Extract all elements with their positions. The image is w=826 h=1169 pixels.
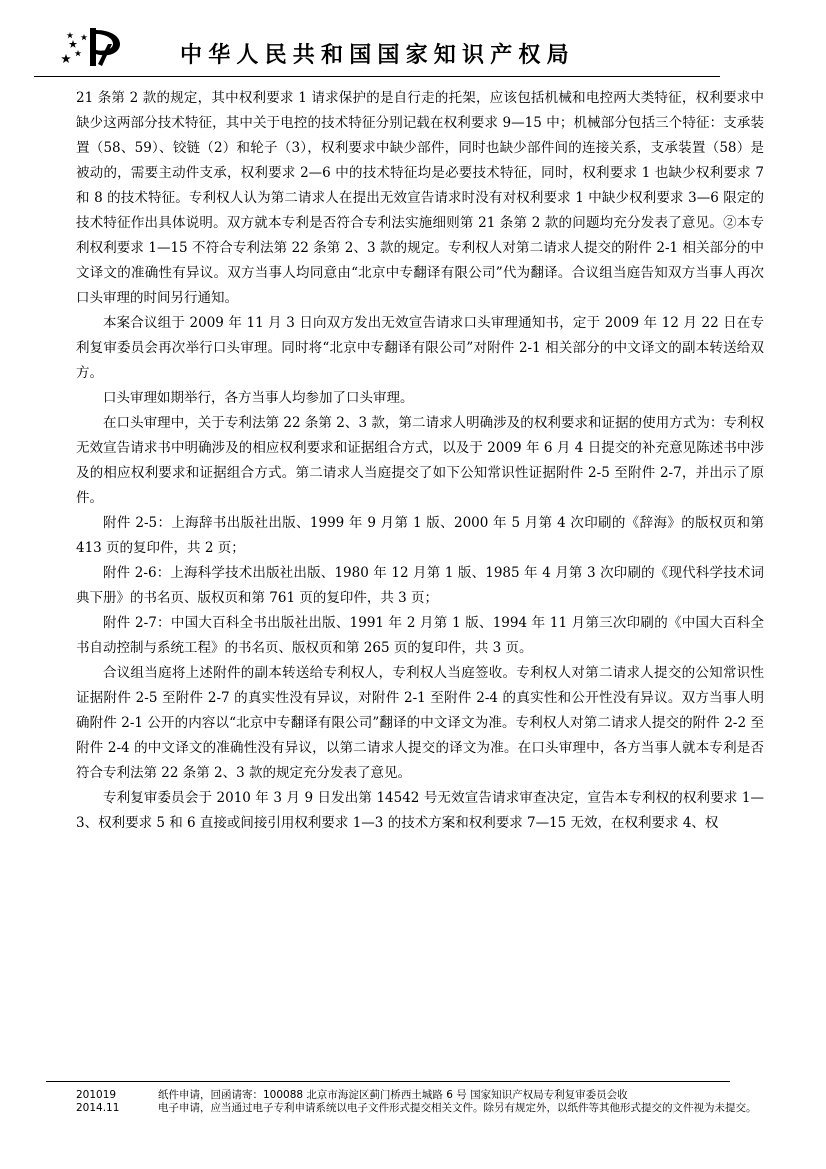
sipo-logo-icon xyxy=(58,24,122,68)
document-body xyxy=(76,86,764,836)
paragraph: 在口头审理中，关于专利法第 22 条第 2、3 款，第二请求人明确涉及的权利要求和证据的使用方式为：专利权无效宣告请求书中明确涉及的相应权利要求和证据组合方式，以及于 2009 年 6 月 4 日提交的补充意见陈述书中涉及的相应权利要求和证据组合方式。第二请求人当庭提交了如下公知常识性证据附件 2-5 至附件 2-7，并出示了原件。 xyxy=(76,415,764,506)
office-name: 中华人民共和国国家知识产权局 xyxy=(180,43,575,68)
page-footer xyxy=(76,1089,770,1115)
form-code: 201019 xyxy=(76,1089,117,1101)
exhibit-2-6: 附件 2-6：上海科学技术出版社出版、1980 年 12 月第 1 版、1985 年 4 月第 3 次印刷的《现代科学技术词典下册》的书名页、版权页和第 761 页的复印件，共 3 页； xyxy=(76,565,764,606)
exhibit-2-7: 附件 2-7：中国大百科全书出版社出版、1991 年 2 月第 1 版、1994 年 11 月第三次印刷的《中国大百科全书自动控制与系统工程》的书名页、版权页和第 265 页的复印件，共 3 页。 xyxy=(76,615,764,656)
paragraph: 本案合议组于 2009 年 11 月 3 日向双方发出无效宣告请求口头审理通知书，定于 2009 年 12 月 22 日在专利复审委员会再次举行口头审理。同时将“北京中专翻译有限公司”对附件 2-1 相关部分的中文译文的副本转送给双方。 xyxy=(76,315,764,381)
form-version: 2014.11 xyxy=(76,1102,120,1114)
header-divider xyxy=(34,76,720,77)
footer-divider xyxy=(46,1081,730,1082)
paragraph: 口头审理如期举行，各方当事人均参加了口头审理。 xyxy=(103,390,414,406)
paragraph-continued: 21 条第 2 款的规定，其中权利要求 1 请求保护的是自行走的托架，应该包括机械和电控两大类特征，权利要求中缺少这两部分技术特征，其中关于电控的技术特征分别记载在权利要求 9—15 中；机械部分包括三个特征：支承装置（58、59）、铰链（2）和轮子（3），权利要求中缺少部件，同时也缺少部件间的连接关系，支承装置（58）是被动的，需要主动件支承，权利要求 2—6 中的技术特征均是必要技术特征，同时，权利要求 1 也缺少权利要求 7 和 8 的技术特征。专利权人认为第二请求人在提出无效宣告请求时没有对权利要求 1 中缺少权利要求 3—6 限定的技术特征作出具体说明。双方就本专利是否符合专利法实施细则第 21 条第 2 款的问题均充分发表了意见。②本专利权利要求 1—15 不符合专利法第 22 条第 2、3 款的规定。专利权人对第二请求人提交的附件 2-1 相关部分的中文译文的准确性有异议。双方当事人均同意由“北京中专翻译有限公司”代为翻译。合议组当庭告知双方当事人再次口头审理的时间另行通知。 xyxy=(76,90,764,306)
paragraph: 合议组当庭将上述附件的副本转送给专利权人，专利权人当庭签收。专利权人对第二请求人提交的公知常识性证据附件 2-5 至附件 2-7 的真实性没有异议，对附件 2-1 至附件 2-4 的真实性和公开性没有异议。双方当事人明确附件 2-1 公开的内容以“北京中专翻译有限公司”翻译的中文译文为准。专利权人对第二请求人提交的附件 2-2 至附件 2-4 的中文译文的准确性没有异议，以第二请求人提交的译文为准。在口头审理中，各方当事人就本专利是否符合专利法第 22 条第 2、3 款的规定充分发表了意见。 xyxy=(76,665,764,781)
electronic-submission-note: 电子申请，应当通过电子专利申请系统以电子文件形式提交相关文件。除另有规定外，以纸件等其他形式提交的文件视为未提交。 xyxy=(158,1102,757,1114)
paragraph: 专利复审委员会于 2010 年 3 月 9 日发出第 14542 号无效宣告请求审查决定，宣告本专利权的权利要求 1—3、权利要求 5 和 6 直接或间接引用权利要求 1—3 的技术方案和权利要求 7—15 无效，在权利要求 4、权 xyxy=(76,790,764,831)
exhibit-2-5: 附件 2-5：上海辞书出版社出版、1999 年 9 月第 1 版、2000 年 5 月第 4 次印刷的《辞海》的版权页和第 413 页的复印件，共 2 页； xyxy=(76,515,764,556)
page-header xyxy=(0,0,826,80)
paper-submission-note: 纸件申请，回函请寄：100088 北京市海淀区蓟门桥西土城路 6 号 国家知识产权局专利复审委员会收 xyxy=(158,1089,628,1101)
